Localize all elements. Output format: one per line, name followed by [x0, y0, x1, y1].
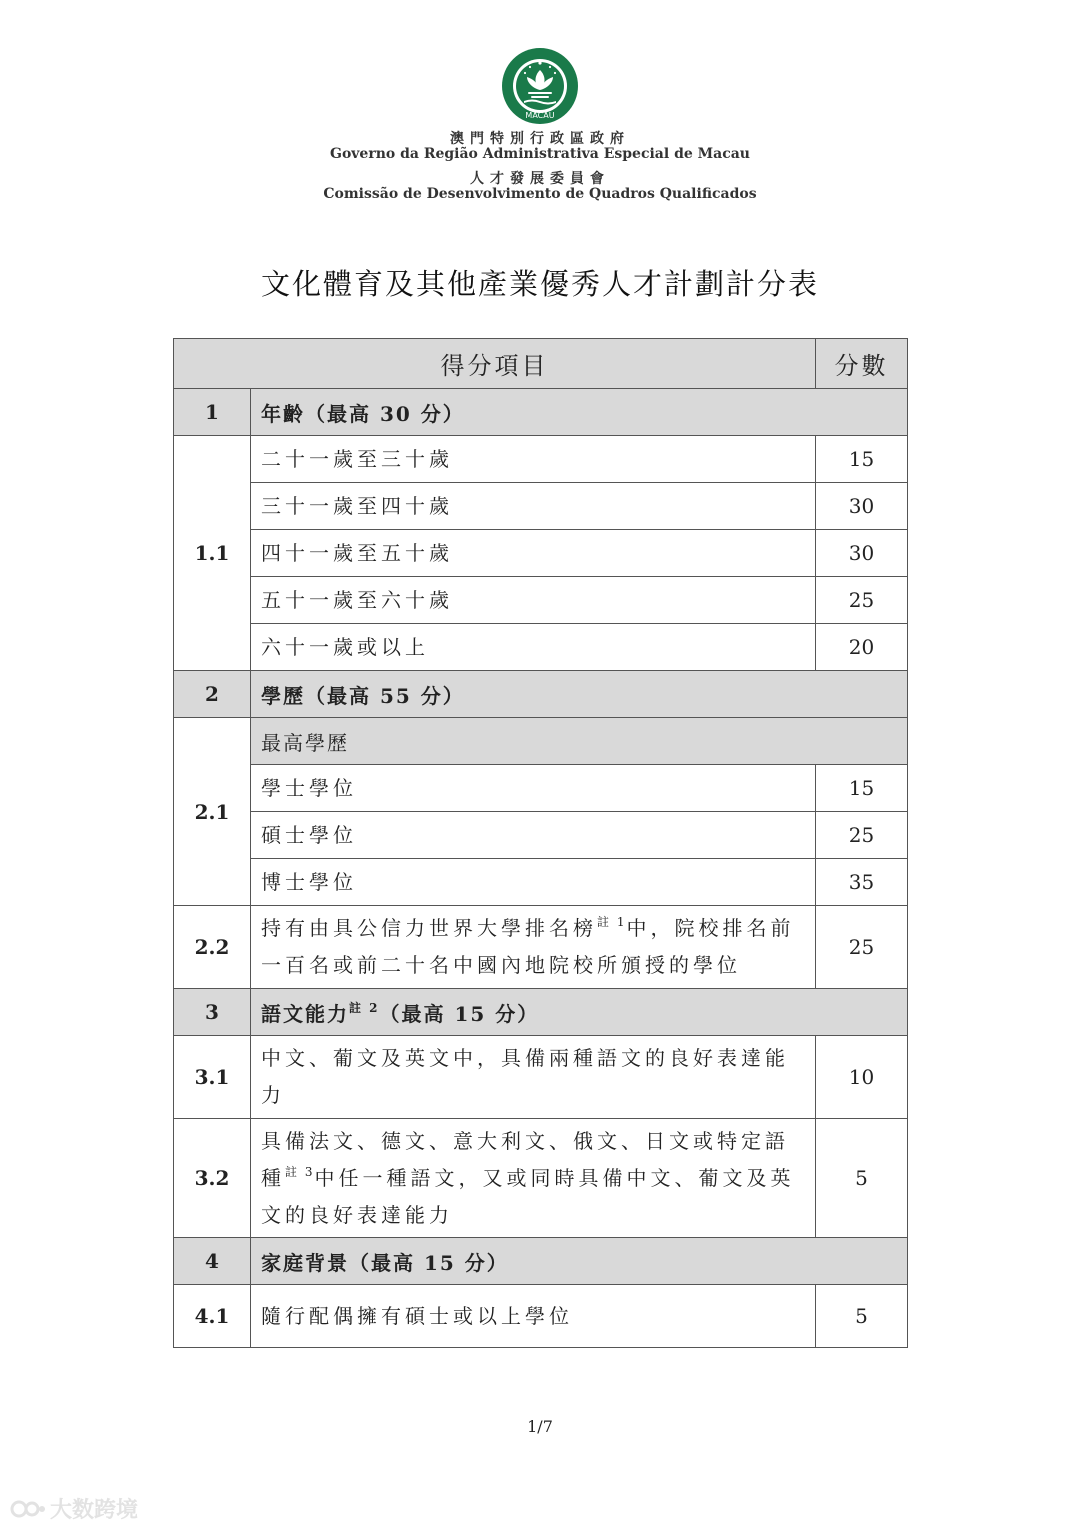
item-text: 具備法文、德文、意大利文、俄文、日文或特定語種 [261, 1128, 789, 1190]
section-number: 2 [174, 671, 251, 718]
item-score: 10 [816, 1036, 908, 1119]
section-label-main: 語文能力 [261, 1001, 349, 1026]
item-label: 隨行配偶擁有碩士或以上學位 [251, 1285, 816, 1348]
government-name-zh: 澳門特別行政區政府 [450, 131, 630, 147]
section-number: 1 [174, 389, 251, 436]
table-header-row [174, 339, 908, 389]
item-score: 25 [816, 906, 908, 989]
table-row [174, 577, 908, 624]
item-number: 2.1 [174, 718, 251, 906]
item-label [251, 906, 816, 989]
section-row [174, 671, 908, 718]
table-row [174, 624, 908, 671]
item-label: 六十一歲或以上 [251, 624, 816, 671]
item-label: 二十一歲至三十歲 [251, 436, 816, 483]
item-text: 持有由具公信力世界大學排名榜 [261, 916, 597, 940]
section-label: 學歷（最高 55 分） [251, 671, 908, 718]
item-text: 中，院校排名前一百名或前二十名中國內地院校所頒授的學位 [261, 916, 795, 977]
col-score-header: 分數 [816, 339, 908, 389]
page-number: 1/7 [527, 1417, 553, 1436]
item-label: 博士學位 [251, 859, 816, 906]
table-row [174, 1119, 908, 1238]
table-row [174, 812, 908, 859]
item-number: 3.2 [174, 1119, 251, 1238]
item-label: 中文、葡文及英文中，具備兩種語文的良好表達能力 [251, 1036, 816, 1119]
section-label [251, 989, 908, 1036]
item-number: 2.2 [174, 906, 251, 989]
item-score: 35 [816, 859, 908, 906]
item-number: 4.1 [174, 1285, 251, 1348]
table-row [174, 1036, 908, 1119]
item-score: 20 [816, 624, 908, 671]
item-label [251, 1119, 816, 1238]
footnote-ref: 註 1 [597, 915, 627, 929]
watermark-text: 大数跨境 [50, 1498, 139, 1523]
item-score: 25 [816, 812, 908, 859]
col-item-header: 得分項目 [174, 339, 816, 389]
item-label: 四十一歲至五十歲 [251, 530, 816, 577]
table-row [174, 906, 908, 989]
item-number: 3.1 [174, 1036, 251, 1119]
section-row [174, 1238, 908, 1285]
item-score: 30 [816, 483, 908, 530]
watermark [10, 1493, 138, 1524]
item-label: 三十一歲至四十歲 [251, 483, 816, 530]
item-score: 25 [816, 577, 908, 624]
commission-name-pt: Comissão de Desenvolvimento de Quadros Qualificados [323, 186, 757, 202]
section-label: 年齡（最高 30 分） [251, 389, 908, 436]
section-row [174, 989, 908, 1036]
table-row [174, 859, 908, 906]
section-number: 3 [174, 989, 251, 1036]
macau-emblem-icon [500, 46, 580, 126]
table-row [174, 483, 908, 530]
watermark-logo-icon [10, 1497, 46, 1521]
section-row [174, 389, 908, 436]
section-label-rest: （最高 15 分） [379, 1001, 540, 1026]
section-number: 4 [174, 1238, 251, 1285]
table-row [174, 1285, 908, 1348]
score-table [173, 338, 908, 1348]
item-score: 30 [816, 530, 908, 577]
item-label: 碩士學位 [251, 812, 816, 859]
footnote-ref: 註 2 [349, 1000, 380, 1015]
government-name-pt: Governo da Região Administrativa Especial de Macau [330, 146, 750, 162]
item-label: 五十一歲至六十歲 [251, 577, 816, 624]
svg-text:MACAU: MACAU [525, 111, 555, 120]
item-score: 5 [816, 1119, 908, 1238]
document-title: 文化體育及其他產業優秀人才計劃計分表 [260, 267, 819, 301]
table-row [174, 530, 908, 577]
item-score: 15 [816, 436, 908, 483]
item-label: 學士學位 [251, 765, 816, 812]
item-score: 15 [816, 765, 908, 812]
item-score: 5 [816, 1285, 908, 1348]
section-label: 家庭背景（最高 15 分） [251, 1238, 908, 1285]
subheader-label: 最高學歷 [251, 718, 908, 765]
item-number: 1.1 [174, 436, 251, 671]
commission-name-zh: 人才發展委員會 [470, 171, 610, 187]
table-row [174, 765, 908, 812]
table-row [174, 436, 908, 483]
item-text: 中任一種語文，又或同時具備中文、葡文及英文的良好表達能力 [261, 1165, 795, 1227]
subheader-row [174, 718, 908, 765]
footnote-ref: 註 3 [285, 1164, 315, 1179]
